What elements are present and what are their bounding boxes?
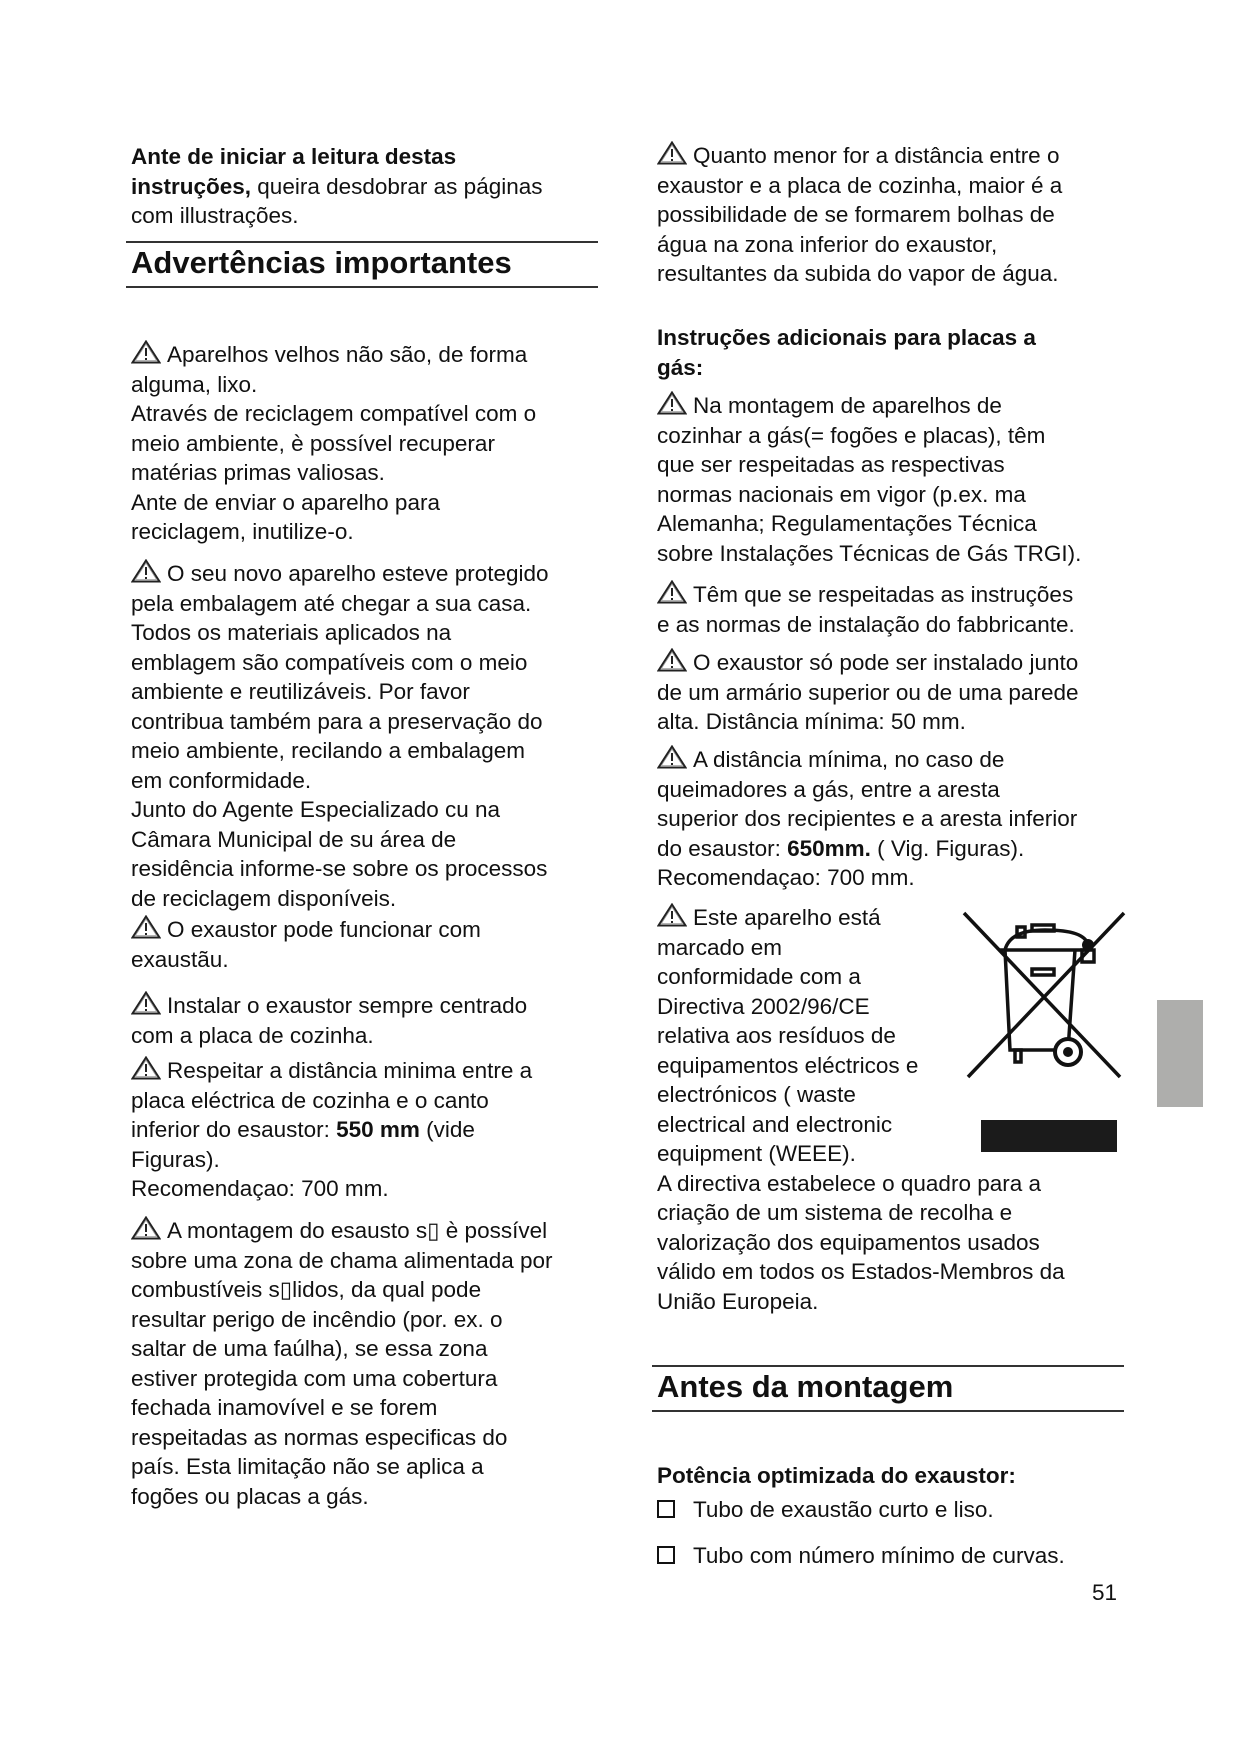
text-line <box>131 1393 553 1423</box>
text: queimadores a gás, entre a aresta <box>657 776 1000 802</box>
text: Quanto menor for a distância entre o <box>693 143 1060 168</box>
text-line <box>657 421 1081 451</box>
text: em conformidade. <box>131 767 312 793</box>
text-line <box>657 610 1075 640</box>
text-line <box>131 1423 553 1453</box>
text-line <box>131 991 527 1021</box>
text-line <box>657 353 1036 383</box>
text-line <box>131 795 549 825</box>
warning-triangle-icon <box>657 580 687 604</box>
text-line <box>657 259 1062 289</box>
warning-paragraph <box>131 1056 532 1204</box>
text-line <box>131 884 549 914</box>
text: alta. Distância mínima: 50 mm. <box>657 709 966 734</box>
text: Directiva 2002/96/CE <box>657 993 870 1019</box>
text: válido em todos os Estados-Membros da <box>657 1259 1065 1284</box>
text-line <box>657 863 1077 893</box>
text: estiver protegida com uma cobertura <box>131 1365 498 1391</box>
text: respeitadas as normas especificas do <box>131 1424 508 1450</box>
text: sobre uma zona de chama alimentada por <box>131 1247 553 1273</box>
text-line <box>131 1452 553 1482</box>
text-line <box>131 1334 553 1364</box>
warning-triangle-icon <box>131 1216 161 1240</box>
language-tab-marker <box>1157 1000 1203 1107</box>
text: A distância mínima, no caso de <box>693 747 1005 772</box>
text: Respeitar a distância minima entre a <box>167 1058 533 1083</box>
text: ( Vig. Figuras). <box>870 835 1025 861</box>
text-line <box>657 509 1081 539</box>
text-line <box>657 580 1075 610</box>
bold-text: Ante de iniciar a leitura destas <box>131 144 457 169</box>
warning-triangle-icon <box>657 648 687 672</box>
page-number: 51 <box>1092 1580 1118 1605</box>
text: Ante de enviar o aparelho para <box>131 489 440 515</box>
bold-text: instruções, <box>131 173 252 199</box>
text-line <box>657 745 1077 775</box>
warning-triangle-icon <box>131 559 161 583</box>
text: Instruções adicionais para placas a <box>657 325 1036 350</box>
text: contribua também para a preservação do <box>131 708 543 734</box>
section-heading-before-mounting: Antes da montagem <box>657 1369 954 1404</box>
text: Aparelhos velhos não são, de forma <box>167 342 528 367</box>
text: emblagem são compatíveis com o meio <box>131 649 528 675</box>
text: A montagem do esausto s▯ è possível <box>167 1218 548 1243</box>
text-line <box>657 480 1081 510</box>
text: (vide <box>419 1117 475 1142</box>
text: normas nacionais em vigor (p.ex. ma <box>657 481 1026 507</box>
text: Na montagem de aparelhos de <box>693 393 1002 418</box>
text-line <box>657 707 1078 737</box>
text: O seu novo aparelho esteve protegido <box>167 561 549 586</box>
warning-triangle-icon <box>131 991 161 1015</box>
text-line <box>131 488 536 518</box>
warning-paragraph <box>131 1216 553 1511</box>
warning-paragraph <box>657 141 1062 289</box>
text: A directiva estabelece o quadro para a <box>657 1170 1042 1196</box>
weee-crossed-bin-icon <box>960 905 1135 1095</box>
text-line <box>657 1198 1065 1228</box>
text-line <box>131 201 543 231</box>
text-line <box>131 648 549 678</box>
text: Instalar o exaustor sempre centrado <box>167 993 528 1018</box>
text-line <box>657 1228 1065 1258</box>
warning-paragraph <box>657 580 1075 639</box>
text: relativa aos resíduos de <box>657 1023 896 1048</box>
text-line <box>131 766 549 796</box>
text: marcado em <box>657 934 783 960</box>
text-line <box>657 1257 1065 1287</box>
text: pela embalagem até chegar a sua casa. <box>131 590 532 616</box>
warning-triangle-icon <box>131 915 161 939</box>
text-line <box>131 1145 532 1175</box>
text: queira desdobrar as páginas <box>251 173 543 199</box>
text-line <box>131 1086 532 1116</box>
text: matérias primas valiosas. <box>131 460 385 485</box>
intro-text <box>131 142 543 231</box>
text-line <box>131 945 481 975</box>
text-line <box>131 1021 527 1051</box>
text: ambiente e reutilizáveis. Por favor <box>131 679 470 704</box>
text-line <box>657 450 1081 480</box>
text: cozinhar a gás(= fogões e placas), têm <box>657 422 1046 448</box>
optimized-power-heading: Potência optimizada do exaustor: <box>657 1463 1016 1488</box>
text-line <box>657 323 1036 353</box>
warning-paragraph <box>657 648 1078 737</box>
text-line <box>131 1305 553 1335</box>
text: União Europeia. <box>657 1288 819 1314</box>
text-line <box>131 915 481 945</box>
text-line <box>131 1174 532 1204</box>
text: meio ambiente, recilando a embalagem <box>131 738 525 763</box>
warning-paragraph <box>657 391 1081 568</box>
text-line <box>131 399 536 429</box>
warning-paragraph <box>131 340 536 547</box>
text-line <box>131 1056 532 1086</box>
text: Recomendaçao: 700 mm. <box>131 1176 389 1201</box>
text: O exaustor só pode ser instalado junto <box>693 650 1079 675</box>
text: Têm que se respeitadas as instruções <box>693 582 1074 607</box>
text: Através de reciclagem compatível com o <box>131 401 537 426</box>
text: superior dos recipientes e a aresta inferior <box>657 806 1078 831</box>
text: criação de um sistema de recolha e <box>657 1200 1013 1225</box>
text: Alemanha; Regulamentações Técnica <box>657 511 1037 536</box>
text: valorização dos equipamentos usados <box>657 1229 1040 1255</box>
text: residência informe-se sobre os processos <box>131 856 548 881</box>
heading-rule-top <box>652 1365 1124 1367</box>
text: equipment (WEEE). <box>657 1141 856 1166</box>
warning-triangle-icon <box>131 1056 161 1080</box>
text-line <box>657 834 1077 864</box>
heading-rule-bottom <box>126 286 598 288</box>
text: electrical and electronic <box>657 1111 893 1137</box>
text-line <box>131 618 549 648</box>
text-line <box>131 677 549 707</box>
text: resultar perigo de incêndio (por. ex. o <box>131 1306 503 1332</box>
text: exaustor e a placa de cozinha, maior é a <box>657 172 1063 198</box>
text: gás: <box>657 354 704 380</box>
text: fechada inamovível e se forem <box>131 1395 438 1420</box>
heading-rule-bottom <box>652 1410 1124 1412</box>
text: do esaustor: <box>657 835 788 861</box>
warning-triangle-icon <box>657 745 687 769</box>
text: fogões ou placas a gás. <box>131 1483 369 1509</box>
text-line <box>131 1364 553 1394</box>
text: de um armário superior ou de uma parede <box>657 679 1079 705</box>
warning-triangle-icon <box>657 903 687 927</box>
text: Câmara Municipal de su área de <box>131 826 457 852</box>
text: possibilidade de se formarem bolhas de <box>657 202 1055 227</box>
text-line <box>657 391 1081 421</box>
text-line <box>131 517 536 547</box>
text: Figuras). <box>131 1146 220 1172</box>
text-line <box>131 458 536 488</box>
text: Junto do Agente Especializado cu na <box>131 797 501 822</box>
text: placa eléctrica de cozinha e o canto <box>131 1087 489 1113</box>
text: exaustãu. <box>131 946 229 972</box>
text-line <box>131 1275 553 1305</box>
text-line <box>131 340 536 370</box>
checkbox-icon <box>657 1500 675 1518</box>
text-line <box>131 429 536 459</box>
text: de reciclagem disponíveis. <box>131 885 397 911</box>
text: saltar de uma faúlha), se essa zona <box>131 1336 488 1361</box>
text-line <box>657 1287 1065 1317</box>
text-line <box>131 1482 553 1512</box>
text-line <box>657 539 1081 569</box>
text-line <box>657 1169 1065 1199</box>
warning-triangle-icon <box>131 340 161 364</box>
text: e as normas de instalação do fabbricante. <box>657 611 1075 637</box>
text-line <box>657 678 1078 708</box>
text-line <box>131 589 549 619</box>
text-line <box>657 775 1077 805</box>
warning-paragraph <box>131 991 527 1050</box>
text: com a placa de cozinha. <box>131 1022 374 1048</box>
text: electrónicos ( waste <box>657 1082 856 1107</box>
warning-paragraph <box>131 915 481 974</box>
text: inferior do esaustor: <box>131 1117 337 1142</box>
section-heading-warnings: Advertências importantes <box>131 245 512 280</box>
text: equipamentos eléctricos e <box>657 1052 919 1078</box>
text: água na zona inferior do exaustor, <box>657 231 998 257</box>
checklist-text: Tubo de exaustão curto e liso. <box>693 1497 994 1522</box>
text: alguma, lixo. <box>131 371 258 397</box>
text: O exaustor pode funcionar com <box>167 917 481 942</box>
text-line <box>657 171 1062 201</box>
text-line <box>131 1246 553 1276</box>
warning-paragraph <box>657 745 1077 893</box>
text-line <box>131 1115 532 1145</box>
text-line <box>131 707 549 737</box>
text-line <box>131 736 549 766</box>
text: Todos os materiais aplicados na <box>131 620 452 645</box>
text-line <box>131 1216 553 1246</box>
text-line <box>131 559 549 589</box>
text-line <box>657 804 1077 834</box>
text: que ser respeitadas as respectivas <box>657 452 1005 477</box>
text: sobre Instalações Técnicas de Gás TRGI). <box>657 540 1082 566</box>
text-line <box>131 854 549 884</box>
text: Recomendaçao: 700 mm. <box>657 865 915 890</box>
text-line <box>657 141 1062 171</box>
text-line <box>131 172 543 202</box>
warning-triangle-icon <box>657 141 687 165</box>
text: combustíveis s▯lidos, da qual pode <box>131 1277 482 1302</box>
text-line <box>131 142 543 172</box>
bold-text: 650mm. <box>787 835 871 861</box>
text: meio ambiente, è possível recuperar <box>131 430 495 456</box>
text-line <box>657 648 1078 678</box>
warning-paragraph <box>131 559 549 913</box>
text: Este aparelho está <box>693 905 881 930</box>
weee-black-bar <box>981 1120 1117 1152</box>
warning-triangle-icon <box>657 391 687 415</box>
bold-text: 550 mm <box>336 1117 420 1142</box>
gas-instructions-heading <box>657 323 1036 382</box>
text-line <box>657 200 1062 230</box>
text: reciclagem, inutilize-o. <box>131 519 354 544</box>
text: país. Esta limitação não se aplica a <box>131 1454 484 1479</box>
text: com illustrações. <box>131 203 299 228</box>
text-line <box>131 370 536 400</box>
checklist-text: Tubo com número mínimo de curvas. <box>693 1543 1065 1568</box>
text: resultantes da subida do vapor de água. <box>657 261 1059 286</box>
checklist-item <box>657 1541 1065 1571</box>
text: conformidade com a <box>657 964 861 989</box>
checklist-item <box>657 1495 994 1525</box>
text-line <box>131 825 549 855</box>
heading-rule-top <box>126 241 598 243</box>
checkbox-icon <box>657 1546 675 1564</box>
text-line <box>657 230 1062 260</box>
